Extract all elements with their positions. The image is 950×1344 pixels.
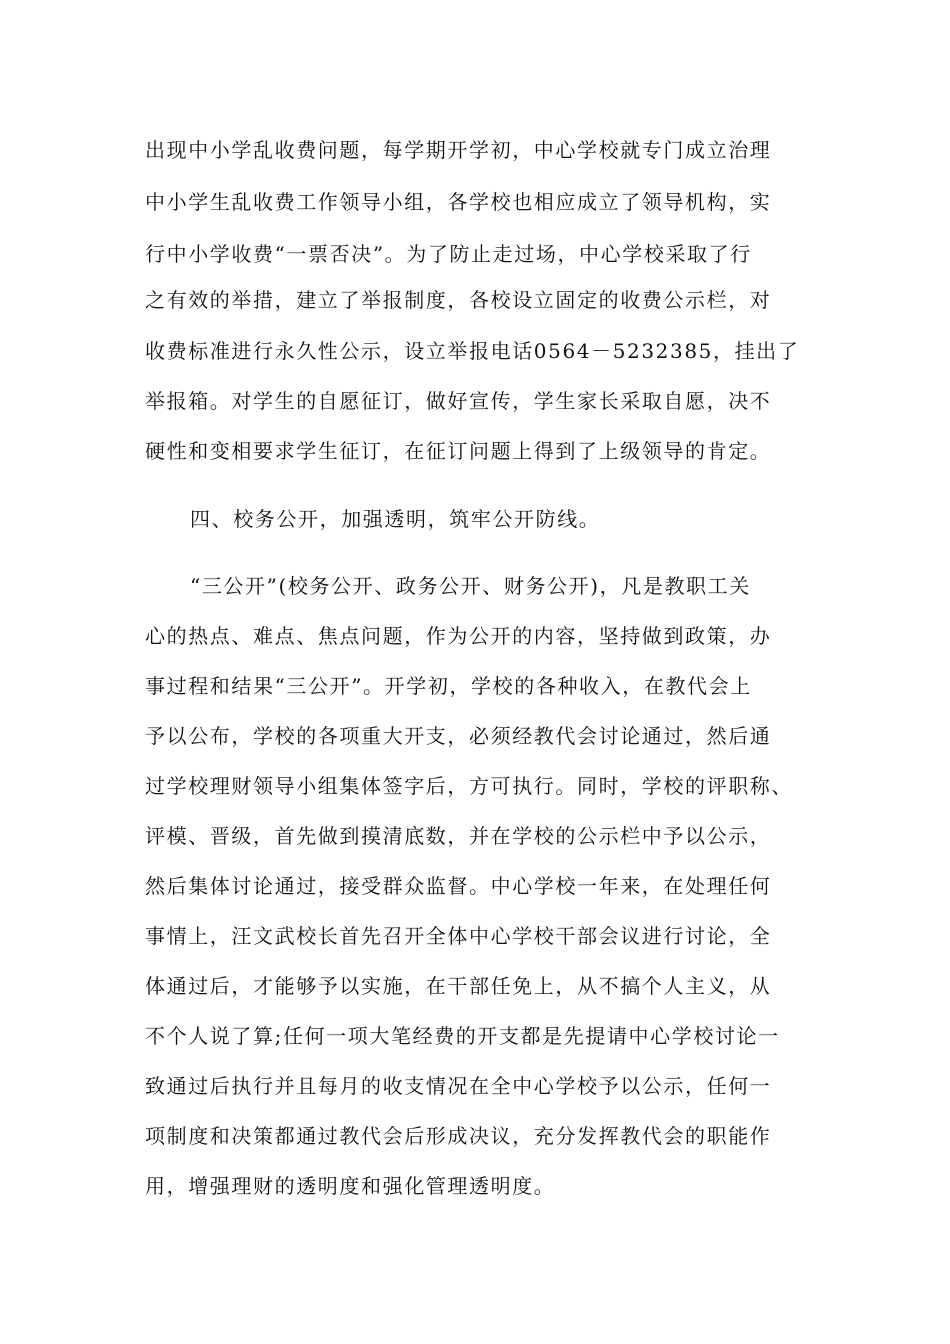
- text-line: 心的热点、难点、焦点问题，作为公开的内容，坚持做到政策，办: [145, 624, 772, 648]
- text-line: 用，增强理财的透明度和强化管理透明度。: [145, 1174, 556, 1198]
- text-line: 评模、晋级，首先做到摸清底数，并在学校的公示栏中予以公示，: [145, 824, 772, 848]
- text-line: 硬性和变相要求学生征订，在征订问题上得到了上级领导的肯定。: [145, 439, 772, 463]
- text-line: 项制度和决策都通过教代会后形成决议，充分发挥教代会的职能作: [145, 1124, 772, 1148]
- text-line: 出现中小学乱收费问题，每学期开学初，中心学校就专门成立治理: [145, 138, 772, 162]
- text-line: 收费标准进行永久性公示，设立举报电话0564－5232385，挂出了: [145, 339, 800, 363]
- text-line: “三公开”(校务公开、政务公开、财务公开)，凡是教职工关: [190, 574, 751, 598]
- text-line: 之有效的举措，建立了举报制度，各校设立固定的收费公示栏，对: [145, 288, 772, 312]
- text-line: 事情上，汪文武校长首先召开全体中心学校干部会议进行讨论，全: [145, 924, 772, 948]
- heading-line: 四、校务公开，加强透明，筑牢公开防线。: [190, 507, 601, 531]
- text-line: 然后集体讨论通过，接受群众监督。中心学校一年来，在处理任何: [145, 874, 772, 898]
- text-line: 行中小学收费“一票否决”。为了防止走过场，中心学校采取了行: [145, 242, 752, 266]
- text-line: 不个人说了算;任何一项大笔经费的开支都是先提请中心学校讨论一: [145, 1024, 780, 1048]
- text-line: 体通过后，才能够予以实施，在干部任免上，从不搞个人主义，从: [145, 974, 772, 998]
- text-line: 致通过后执行并且每月的收支情况在全中心学校予以公示，任何一: [145, 1074, 772, 1098]
- text-line: 事过程和结果“三公开”。开学初，学校的各种收入，在教代会上: [145, 674, 752, 698]
- text-line: 中小学生乱收费工作领导小组，各学校也相应成立了领导机构，实: [145, 190, 772, 214]
- text-line: 予以公布，学校的各项重大开支，必须经教代会讨论通过，然后通: [145, 724, 772, 748]
- text-line: 举报箱。对学生的自愿征订，做好宣传，学生家长采取自愿，决不: [145, 389, 772, 413]
- text-line: 过学校理财领导小组集体签字后，方可执行。同时，学校的评职称、: [145, 774, 793, 798]
